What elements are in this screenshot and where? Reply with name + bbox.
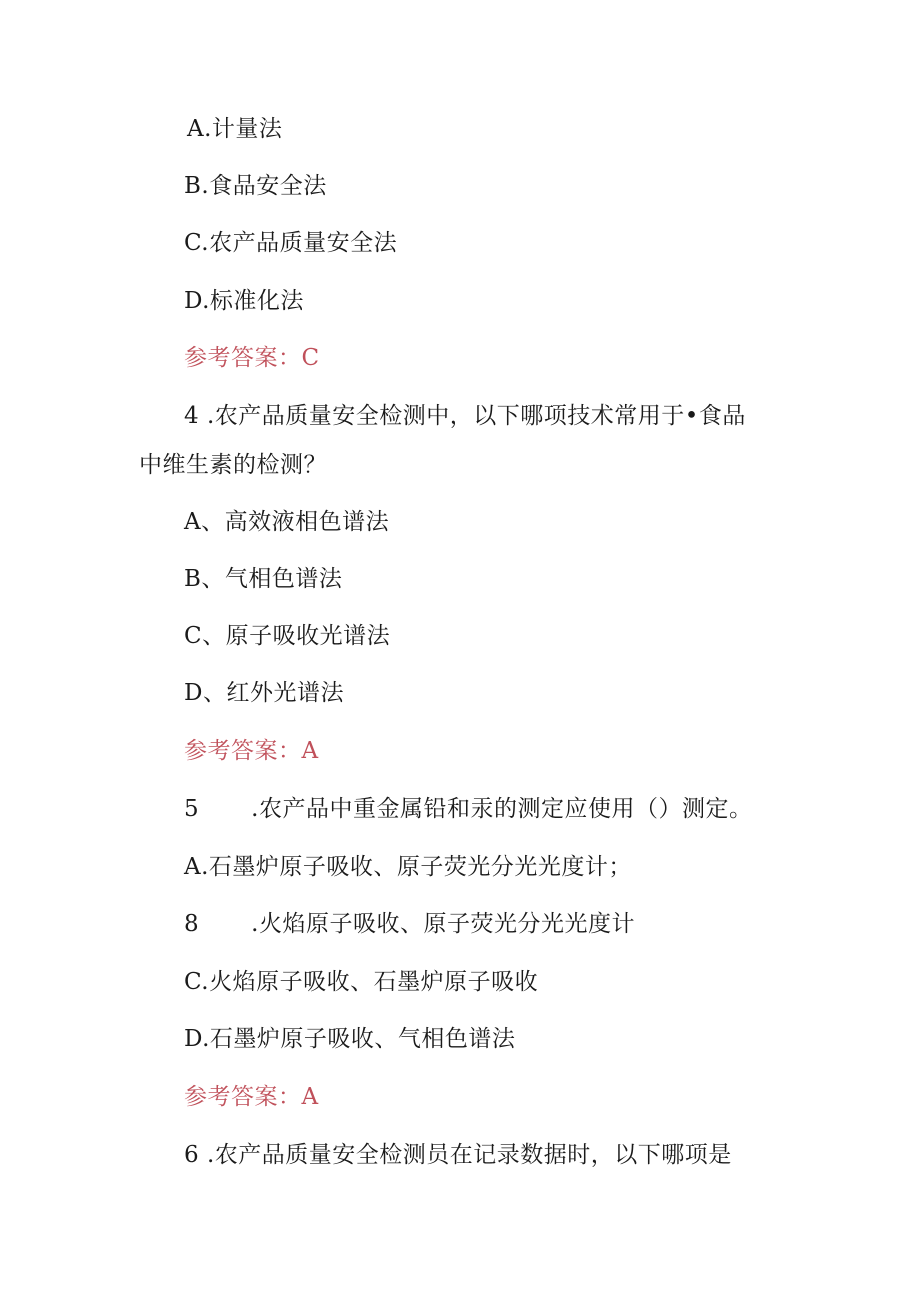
q3-option-a: A.计量法 (187, 116, 283, 142)
q5-option-d: D.石墨炉原子吸收、气相色谱法 (184, 1026, 516, 1052)
q4-option-c: C、原子吸收光谱法 (184, 623, 391, 649)
q4-option-a: A、高效液相色谱法 (184, 509, 390, 535)
q4-stem-line1: 4 .农产品质量安全检测中，以下哪项技术常用于•食品 (184, 403, 746, 429)
q5-stem-text: .农产品中重金属铅和汞的测定应使用（）测定。 (251, 796, 753, 822)
q3-answer: 参考答案：C (184, 345, 320, 371)
q4-answer: 参考答案：A (184, 738, 319, 764)
q6-stem-line1: 6 .农产品质量安全检测员在记录数据时，以下哪项是 (184, 1142, 732, 1168)
q4-option-b: B、气相色谱法 (184, 566, 343, 592)
q5-option-b-number: 8 (184, 911, 200, 937)
q5-option-b-text: .火焰原子吸收、原子荧光分光光度计 (251, 911, 635, 937)
q3-option-c: C.农产品质量安全法 (184, 230, 398, 256)
q5-number: 5 (184, 796, 200, 822)
q4-option-d: D、红外光谱法 (184, 680, 344, 706)
q5-answer: 参考答案：A (184, 1084, 319, 1110)
q3-option-b: B.食品安全法 (184, 173, 327, 199)
q4-stem-line2: 中维生素的检测？ (139, 452, 327, 478)
q5-option-c: C.火焰原子吸收、石墨炉原子吸收 (184, 969, 539, 995)
q5-stem (184, 794, 752, 824)
q5-option-a: A.石墨炉原子吸收、原子荧光分光光度计； (184, 854, 632, 880)
q5-option-b (184, 909, 635, 939)
q3-option-d: D.标准化法 (184, 288, 304, 314)
